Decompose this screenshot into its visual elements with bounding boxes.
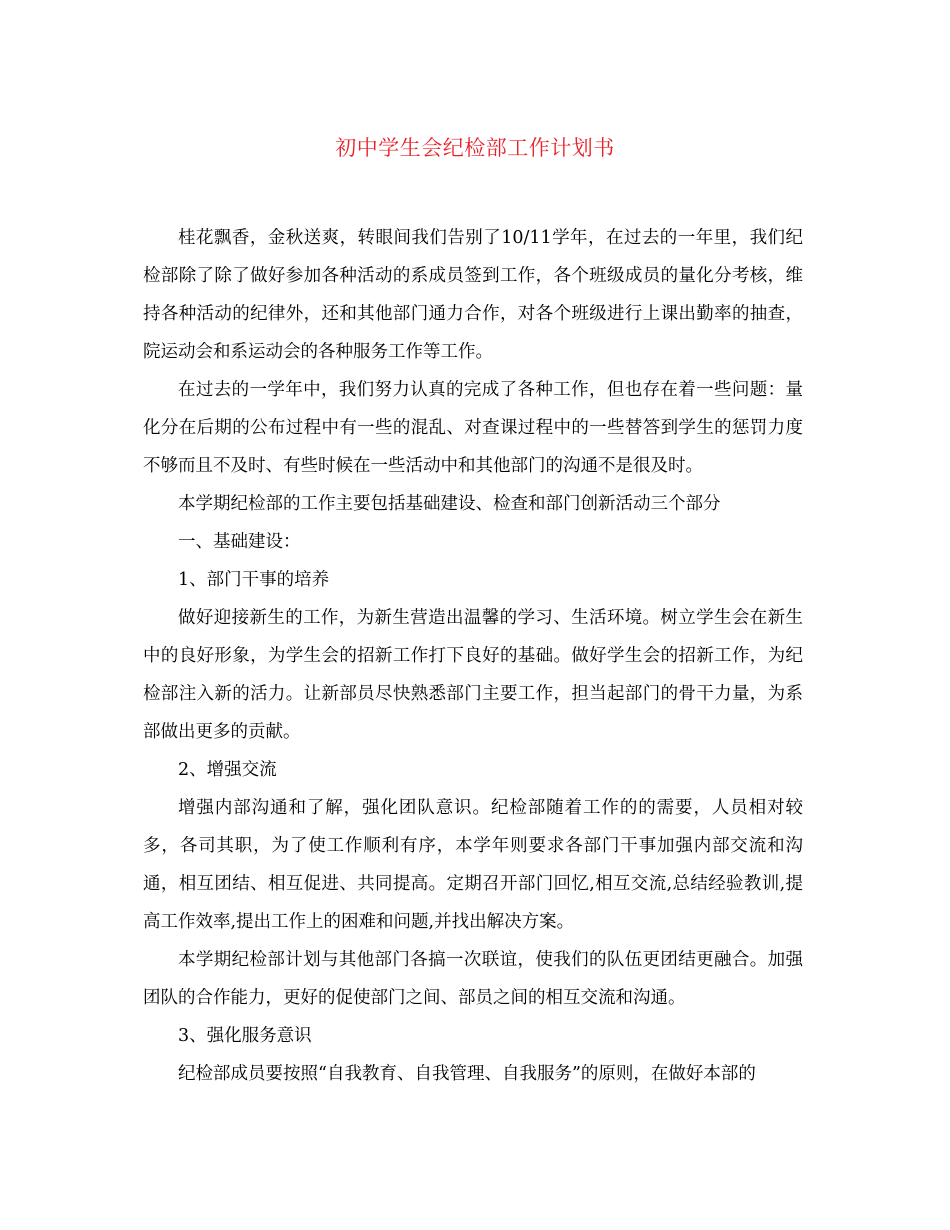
subheading-communication: 2、增强交流 — [178, 760, 277, 780]
paragraph-communication: 增强内部沟通和了解，强化团队意识。纪检部随着工作的的需要，人员相对较多，各司其职，为了使工作顺利有序，本学年则要求各部门干事加强内部交流和沟通，相互团结、相互促进、共同提高。定期召开部门回忆,相互交流,总结经验教训,提高工作效率,提出工作上的困难和问题,并找出解决方案。 — [143, 798, 803, 932]
subheading-service-awareness: 3、强化服务意识 — [178, 1026, 312, 1046]
paragraph-service-awareness: 纪检部成员要按照“自我教育、自我管理、自我服务”的原则，在做好本部的 — [178, 1064, 756, 1084]
paragraph-problems: 在过去的一学年中，我们努力认真的完成了各种工作，但也存在着一些问题：量化分在后期的公布过程中有一些的混乱、对查课过程中的一些替答到学生的惩罚力度不够而且不及时、有些时候在一些活动中和其他部门的沟通不是很及时。 — [143, 380, 803, 476]
subheading-staff-training: 1、部门干事的培养 — [178, 570, 330, 590]
document-title: 初中学生会纪检部工作计划书 — [335, 136, 615, 160]
paragraph-social-event: 本学期纪检部计划与其他部门各搞一次联谊，使我们的队伍更团结更融合。加强团队的合作能力，更好的促使部门之间、部员之间的相互交流和沟通。 — [143, 950, 803, 1008]
paragraph-staff-training: 做好迎接新生的工作，为新生营造出温馨的学习、生活环境。树立学生会在新生中的良好形象，为学生会的招新工作打下良好的基础。做好学生会的招新工作，为纪检部注入新的活力。让新部员尽快熟悉部门主要工作，担当起部门的骨干力量，为系部做出更多的贡献。 — [143, 608, 803, 742]
document-body — [143, 219, 803, 1093]
section-heading-basic-construction: 一、基础建设： — [178, 532, 301, 552]
paragraph-intro: 桂花飘香，金秋送爽，转眼间我们告别了10/11学年，在过去的一年里，我们纪检部除了除了做好参加各种活动的系成员签到工作，各个班级成员的量化分考核，维持各种活动的纪律外，还和其他部门通力合作，对各个班级进行上课出勤率的抽查，院运动会和系运动会的各种服务工作等工作。 — [143, 228, 803, 362]
paragraph-overview: 本学期纪检部的工作主要包括基础建设、检查和部门创新活动三个部分 — [178, 494, 721, 514]
